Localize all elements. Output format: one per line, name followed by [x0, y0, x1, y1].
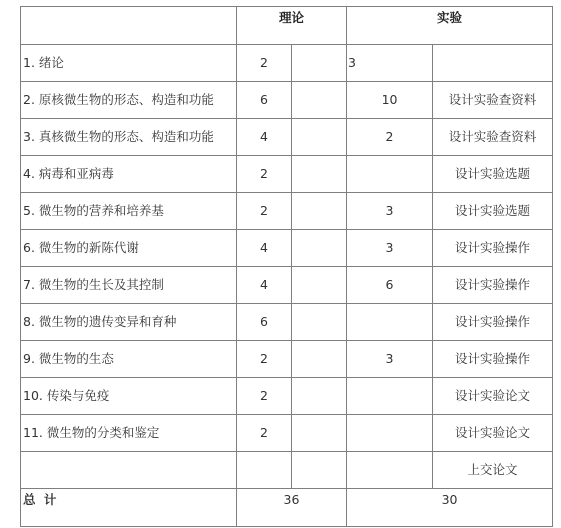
experiment-activity-cell: 上交论文: [433, 452, 553, 489]
experiment-activity-cell: 设计实验操作: [433, 304, 553, 341]
total-experiment-hours: 30: [347, 489, 553, 527]
experiment-activity-cell: 设计实验查资料: [433, 82, 553, 119]
table-row: [21, 193, 553, 230]
experiment-hours-cell: 3: [347, 193, 433, 230]
topic-cell: 10. 传染与免疫: [21, 378, 237, 415]
experiment-activity-cell: 设计实验操作: [433, 230, 553, 267]
table-row: [21, 156, 553, 193]
theory-hours-cell: 4: [237, 267, 292, 304]
total-label: 总 计: [21, 489, 237, 527]
topic-cell: 4. 病毒和亚病毒: [21, 156, 237, 193]
theory-hours-cell: [237, 452, 292, 489]
theory-extra-cell: [292, 267, 347, 304]
theory-header: 理论: [237, 7, 347, 45]
theory-extra-cell: [292, 230, 347, 267]
theory-hours-cell: 2: [237, 415, 292, 452]
topic-cell: [21, 452, 237, 489]
experiment-activity-cell: 设计实验操作: [433, 267, 553, 304]
topic-cell: 11. 微生物的分类和鉴定: [21, 415, 237, 452]
header-row: [21, 7, 553, 45]
theory-extra-cell: [292, 415, 347, 452]
theory-extra-cell: [292, 193, 347, 230]
theory-hours-cell: 4: [237, 119, 292, 156]
experiment-hours-cell: 6: [347, 267, 433, 304]
experiment-activity-cell: 设计实验操作: [433, 341, 553, 378]
theory-extra-cell: [292, 45, 347, 82]
theory-hours-cell: 2: [237, 341, 292, 378]
experiment-hours-cell: 3: [347, 45, 433, 82]
total-row: [21, 489, 553, 527]
theory-extra-cell: [292, 119, 347, 156]
table-row: [21, 230, 553, 267]
theory-extra-cell: [292, 378, 347, 415]
theory-hours-cell: 2: [237, 378, 292, 415]
theory-extra-cell: [292, 156, 347, 193]
experiment-activity-cell: 设计实验论文: [433, 415, 553, 452]
header-blank-cell: [21, 7, 237, 45]
experiment-hours-cell: 3: [347, 230, 433, 267]
theory-extra-cell: [292, 341, 347, 378]
experiment-activity-cell: 设计实验论文: [433, 378, 553, 415]
topic-cell: 5. 微生物的营养和培养基: [21, 193, 237, 230]
table-row: [21, 267, 553, 304]
topic-cell: 1. 绪论: [21, 45, 237, 82]
table-row: [21, 45, 553, 82]
table-row: [21, 452, 553, 489]
theory-hours-cell: 2: [237, 156, 292, 193]
table-row: [21, 415, 553, 452]
theory-hours-cell: 2: [237, 193, 292, 230]
topic-cell: 6. 微生物的新陈代谢: [21, 230, 237, 267]
experiment-activity-cell: 设计实验选题: [433, 156, 553, 193]
theory-hours-cell: 4: [237, 230, 292, 267]
experiment-hours-cell: [347, 304, 433, 341]
experiment-hours-cell: [347, 452, 433, 489]
topic-cell: 9. 微生物的生态: [21, 341, 237, 378]
experiment-hours-cell: [347, 378, 433, 415]
experiment-activity-cell: 设计实验选题: [433, 193, 553, 230]
experiment-header: 实验: [347, 7, 553, 45]
experiment-activity-cell: 设计实验查资料: [433, 119, 553, 156]
table-row: [21, 378, 553, 415]
experiment-hours-cell: [347, 156, 433, 193]
table-row: [21, 341, 553, 378]
theory-extra-cell: [292, 304, 347, 341]
topic-cell: 3. 真核微生物的形态、构造和功能: [21, 119, 237, 156]
course-hours-table: [20, 6, 553, 527]
theory-hours-cell: 2: [237, 45, 292, 82]
topic-cell: 7. 微生物的生长及其控制: [21, 267, 237, 304]
experiment-hours-cell: 10: [347, 82, 433, 119]
theory-extra-cell: [292, 82, 347, 119]
experiment-hours-cell: 3: [347, 341, 433, 378]
total-theory-hours: 36: [237, 489, 347, 527]
experiment-activity-cell: [433, 45, 553, 82]
topic-cell: 2. 原核微生物的形态、构造和功能: [21, 82, 237, 119]
table-row: [21, 82, 553, 119]
table-row: [21, 119, 553, 156]
topic-cell: 8. 微生物的遗传变异和育种: [21, 304, 237, 341]
table-row: [21, 304, 553, 341]
theory-hours-cell: 6: [237, 82, 292, 119]
experiment-hours-cell: 2: [347, 119, 433, 156]
theory-extra-cell: [292, 452, 347, 489]
experiment-hours-cell: [347, 415, 433, 452]
theory-hours-cell: 6: [237, 304, 292, 341]
